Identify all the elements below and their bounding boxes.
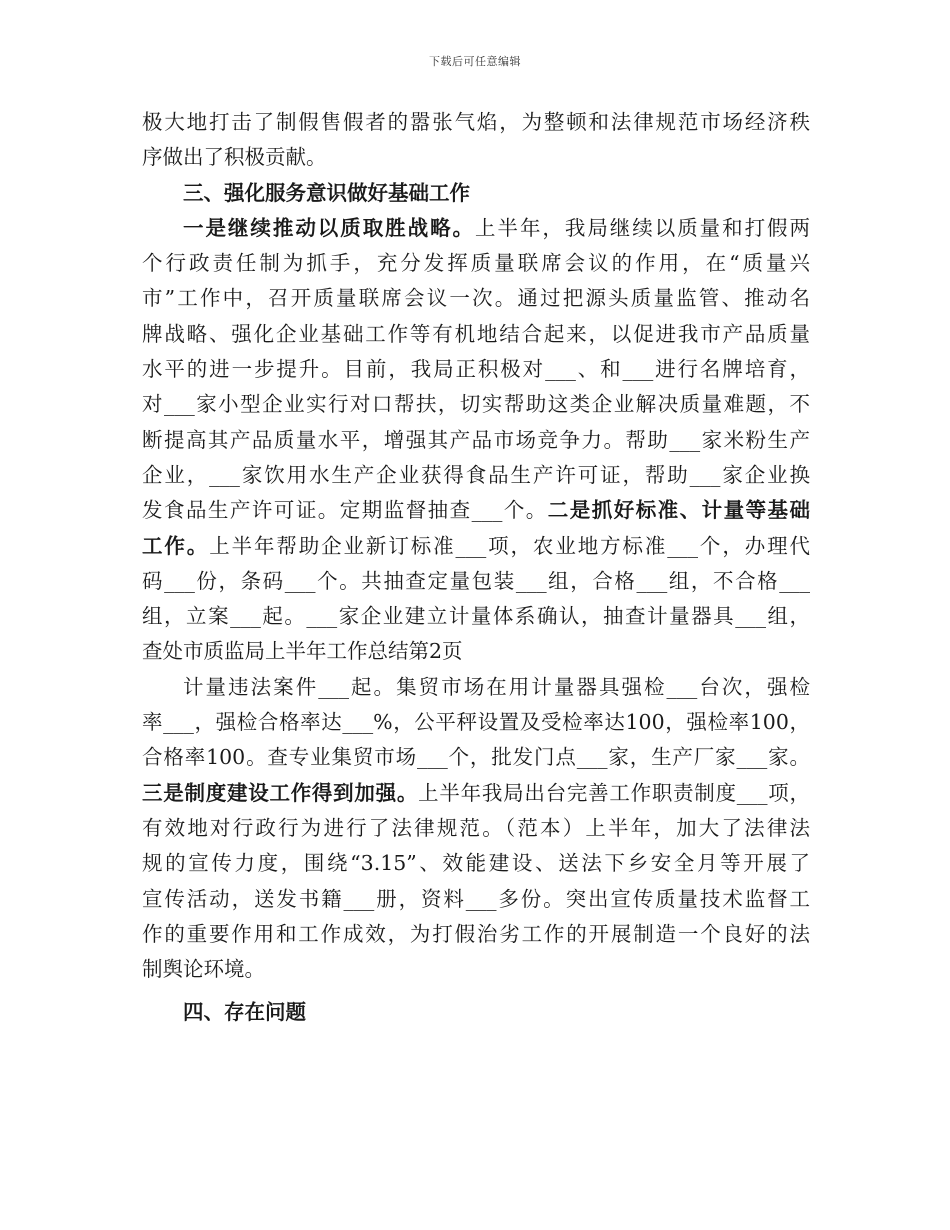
body-text: 市”工作中，召开质量联席会议一次。通过把源头质量监管、推动名 <box>142 286 810 311</box>
text-line <box>142 634 810 669</box>
body-text: 上半年帮助企业新订标准___项，农业地方标准___个，办理代 <box>209 533 811 558</box>
text-line <box>142 776 810 811</box>
body-text: 宣传活动，送发书籍___册，资料___多份。突出宣传质量技术监督工 <box>142 886 810 911</box>
bold-text: 工作。 <box>142 533 210 558</box>
text-line <box>142 493 810 528</box>
text-line <box>142 140 810 175</box>
body-text: 计量违法案件___起。集贸市场在用计量器具强检___台次，强检 <box>183 674 810 699</box>
body-text: 合格率100。查专业集贸市场___个，批发门点___家，生产厂家___家。 <box>142 745 810 770</box>
text-line <box>142 952 810 987</box>
text-line <box>142 670 810 705</box>
text-line <box>142 599 810 634</box>
bold-text: 三、强化服务意识做好基础工作 <box>183 180 470 205</box>
text-line <box>142 846 810 881</box>
body-text: 制舆论环境。 <box>142 957 265 982</box>
text-line <box>142 917 810 952</box>
text-line <box>142 387 810 422</box>
body-text: 率___，强检合格率达___%，公平秤设置及受检率达100，强检率100， <box>142 710 810 735</box>
body-text: 个行政责任制为抓手，充分发挥质量联席会议的作用，在“质量兴 <box>142 251 810 276</box>
body-text: 上半年，我局继续以质量和打假两 <box>475 215 811 240</box>
text-line <box>142 176 810 211</box>
body-text: 组，立案___起。___家企业建立计量体系确认，抽查计量器具___组， <box>142 604 810 629</box>
bold-text: 四、存在问题 <box>183 1000 306 1025</box>
body-text: 上半年我局出台完善工作职责制度___项， <box>418 780 811 805</box>
body-text: 规的宣传力度，围绕“3.15”、效能建设、送法下乡安全月等开展了 <box>142 851 810 876</box>
body-text: 企业，___家饮用水生产企业获得食品生产许可证，帮助___家企业换 <box>142 462 810 487</box>
body-text: 作的重要作用和工作成效，为打假治劣工作的开展制造一个良好的法 <box>142 921 810 946</box>
text-line <box>142 423 810 458</box>
bold-text: 三是制度建设工作得到加强。 <box>142 780 419 805</box>
text-line <box>142 211 810 246</box>
text-line <box>142 246 810 281</box>
text-line <box>142 105 810 140</box>
body-text: 序做出了积极贡献。 <box>142 145 327 170</box>
text-line <box>142 281 810 316</box>
body-text: 极大地打击了制假售假者的嚣张气焰，为整顿和法律规范市场经济秩 <box>142 110 810 134</box>
body-text: 对___家小型企业实行对口帮扶，切实帮助这类企业解决质量难题，不 <box>142 392 810 417</box>
text-line <box>142 740 810 775</box>
body-text: 码___份，条码___个。共抽查定量包装___组，合格___组，不合格___ <box>142 568 810 593</box>
body-text: 发食品生产许可证。定期监督抽查___个。 <box>142 498 548 523</box>
text-line <box>142 995 810 1030</box>
body-text: 牌战略、强化企业基础工作等有机地结合起来，以促进我市产品质量 <box>142 321 810 346</box>
body-text: 有效地对行政行为进行了法律规范。（范本）上半年，加大了法律法 <box>142 815 810 840</box>
text-line <box>142 811 810 846</box>
bold-text: 一是继续推动以质取胜战略。 <box>183 215 476 240</box>
body-text: 水平的进一步提升。目前，我局正积极对___、和___进行名牌培育， <box>142 357 810 382</box>
page-header: 下载后可任意编辑 <box>429 55 521 68</box>
text-line <box>142 458 810 493</box>
section-gap <box>142 987 810 995</box>
body-text: 查处市质监局上半年工作总结第2页 <box>142 639 463 664</box>
text-line <box>142 564 810 599</box>
text-line <box>142 529 810 564</box>
text-line <box>142 352 810 387</box>
text-line <box>142 317 810 352</box>
text-line <box>142 705 810 740</box>
document-body <box>142 105 810 1031</box>
body-text: 断提高其产品质量水平，增强其产品市场竞争力。帮助___家米粉生产 <box>142 427 810 452</box>
text-line <box>142 882 810 917</box>
bold-text: 二是抓好标准、计量等基础 <box>547 498 811 523</box>
